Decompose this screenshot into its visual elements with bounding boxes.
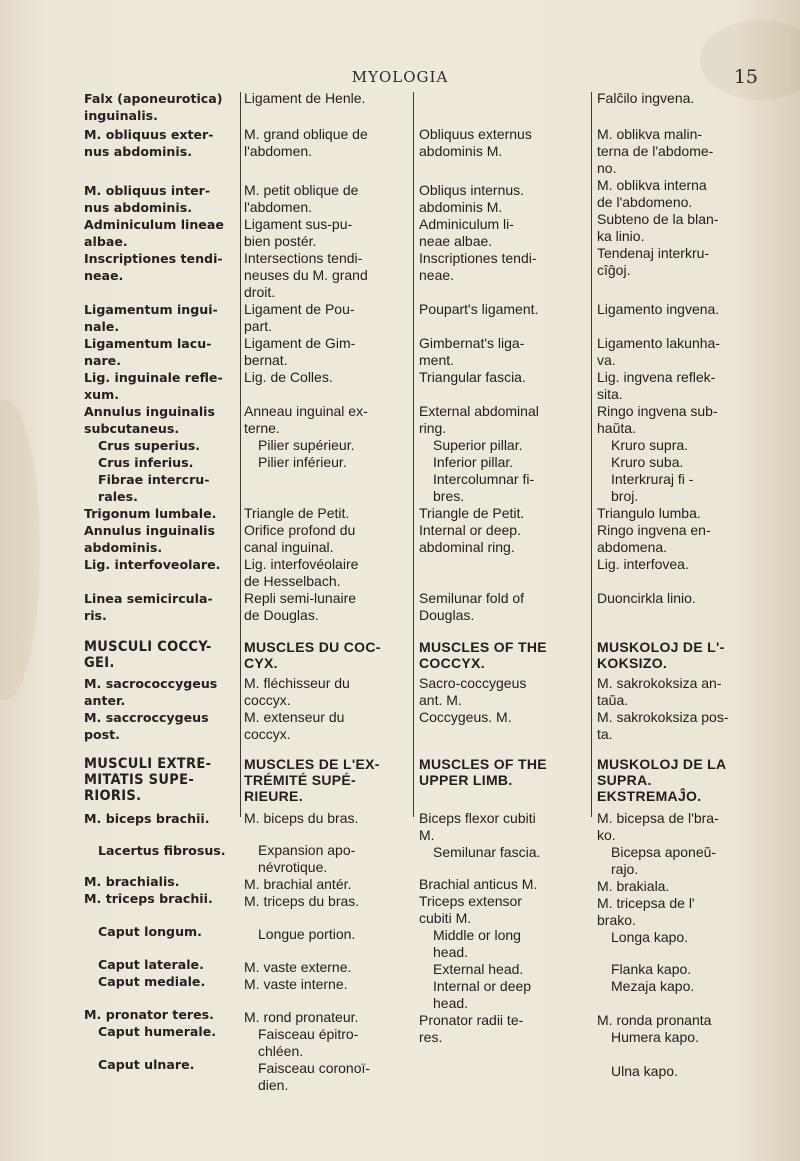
esperanto-term: Ringo ingvena sub- haŭta. [597,403,718,436]
english-term: Brachial anticus M. [419,876,538,892]
french-term: M. grand oblique de l'abdomen. [244,126,368,159]
running-title: MYOLOGIA [351,68,449,86]
column-divider [591,92,592,817]
french-term: Pilier inférieur. [258,454,347,470]
english-term: Biceps flexor cubiti M. [419,810,536,843]
esperanto-term: M. ronda pronanta [597,1012,712,1028]
english-term: Semilunar fold of Douglas. [419,590,525,623]
latin-term: Lig. interfoveolare. [84,557,221,572]
english-term: Inscriptiones tendi- neae. [419,250,537,283]
english-term: Triangle de Petit. [419,505,525,521]
latin-term: M. obliquus exter- nus abdominis. [84,127,214,159]
french-term: Orifice profond du canal inguinal. [244,522,356,555]
french-term: M. brachial antér. [244,876,352,892]
esperanto-term: Subteno de la blan- ka linio. [597,211,719,244]
page-number: 15 [733,66,758,88]
esperanto-term: Duoncirkla linio. [597,590,696,606]
esperanto-term: M. oblikva interna de l'abdomeno. [597,177,707,210]
paper-stain [0,400,40,700]
esperanto-term: M. tricepsa de l' brako. [597,895,695,928]
esperanto-term: M. sakrokoksiza pos- ta. [597,709,729,742]
french-term: Ligament sus-pu- bien postér. [244,216,353,249]
english-term: Pronator radii te- res. [419,1012,524,1045]
latin-term: Adminiculum lineae albae. [84,217,224,249]
esperanto-term: Ligamento ingvena. [597,301,720,317]
french-term: Anneau inguinal ex- terne. [244,403,368,436]
english-term: External abdominal ring. [419,403,539,436]
french-term: Pilier supérieur. [258,437,355,453]
french-term: M. fléchisseur du coccyx. [244,675,350,708]
latin-term: Crus superius. [98,438,201,453]
latin-term: Crus inferius. [98,455,194,470]
french-term: M. biceps du bras. [244,810,359,826]
french-term: Lig. de Colles. [244,369,333,385]
latin-term: M. saccroccygeus post. [84,710,209,742]
french-term: Repli semi-lunaire de Douglas. [244,590,357,623]
french-term: M. triceps du bras. [244,893,360,909]
section-heading: MUSCULI EXTRE- MITATIS SUPE- RIORIS. [84,756,212,804]
column-divider [413,92,414,817]
latin-term: Lacertus fibrosus. [98,843,226,858]
latin-term: Annulus inguinalis subcutaneus. [84,404,215,436]
english-term: Gimbernat's liga- ment. [419,335,525,368]
english-term: Triangular fascia. [419,369,526,385]
english-term: Superior pillar. [433,437,523,453]
esperanto-term: Falĉilo ingvena. [597,90,695,106]
english-term: Intercolumnar fi- bres. [433,471,535,504]
latin-term: M. obliquus inter- nus abdominis. [84,183,211,215]
english-term: External head. [433,961,524,977]
english-term: Coccygeus. M. [419,709,512,725]
french-term: Triangle de Petit. [244,505,350,521]
section-heading: MUSCLES DU COC- CYX. [244,639,381,671]
esperanto-term: Bicepsa aponeŭ- rajo. [611,844,717,877]
esperanto-term: Tendenaj interkru- cîĝoj. [597,245,710,278]
latin-term: M. sacrococcygeus anter. [84,676,218,708]
esperanto-term: Triangulo lumba. [597,505,701,521]
english-term: Internal or deep head. [433,978,532,1011]
english-term: Adminiculum li- neae albae. [419,216,514,249]
esperanto-term: Flanka kapo. [611,961,692,977]
english-term: Obliquus externus abdominis M. [419,126,532,159]
french-term: M. extenseur du coccyx. [244,709,345,742]
esperanto-term: Ligamento lakunha- va. [597,335,720,368]
esperanto-term: M. bicepsa de l'bra- ko. [597,810,719,843]
esperanto-term: M. brakiala. [597,878,670,894]
french-term: M. vaste interne. [244,976,348,992]
french-term: Ligament de Henle. [244,90,366,106]
esperanto-term: Humera kapo. [611,1029,699,1045]
esperanto-term: Mezaja kapo. [611,978,695,994]
english-term: Triceps extensor cubiti M. [419,893,522,926]
latin-term: Trigonum lumbale. [84,506,217,521]
section-heading: MUSCLES OF THE COCCYX. [419,639,547,671]
english-term: Middle or long head. [433,927,521,960]
french-term: M. rond pronateur. [244,1009,359,1025]
latin-term: M. biceps brachii. [84,811,210,826]
latin-term: Lig. inguinale refle- xum. [84,370,223,402]
french-term: Expansion apo- névrotique. [258,842,356,875]
french-term: Ligament de Gim- bernat. [244,335,356,368]
latin-term: Caput ulnare. [98,1057,195,1072]
section-heading: MUSCULI COCCY- GEI. [84,639,212,671]
section-heading: MUSKOLOJ DE LA SUPRA. EKSTREMAĴO. [597,756,727,804]
esperanto-term: Ulna kapo. [611,1063,678,1079]
latin-term: Linea semicircula- ris. [84,591,213,623]
french-term: Faisceau coronoï- dien. [258,1060,371,1093]
esperanto-term: Lig. interfovea. [597,556,689,572]
latin-term: Caput humerale. [98,1024,217,1039]
esperanto-term: Kruro supra. [611,437,689,453]
french-term: Longue portion. [258,926,356,942]
esperanto-term: Interkruraj fi - broj. [611,471,694,504]
english-term: Inferior pillar. [433,454,514,470]
english-term: Internal or deep. abdominal ring. [419,522,521,555]
esperanto-term: Longa kapo. [611,929,689,945]
esperanto-term: Kruro suba. [611,454,684,470]
latin-term: Caput mediale. [98,974,206,989]
latin-term: Falx (aponeurotica) inguinalis. [84,91,223,123]
latin-term: Ligamentum ingui- nale. [84,302,218,334]
section-heading: MUSCLES DE L'EX- TRÉMITÉ SUPÉ- RIEURE. [244,756,380,804]
latin-term: Ligamentum lacu- nare. [84,336,212,368]
esperanto-term: M. oblikva malin- terna de l'abdome- no. [597,126,714,176]
latin-term: M. brachialis. [84,874,180,889]
french-term: Ligament de Pou- part. [244,301,355,334]
latin-term: Fibrae intercru- rales. [98,472,210,504]
french-term: Intersections tendi- neuses du M. grand droit. [244,250,368,300]
english-term: Obliqus internus. abdominis M. [419,182,525,215]
latin-term: Inscriptiones tendi- neae. [84,251,223,283]
latin-term: Caput longum. [98,924,202,939]
english-term: Sacro-coccygeus ant. M. [419,675,527,708]
french-term: Faisceau épitro- chléen. [258,1026,359,1059]
english-term: Poupart's ligament. [419,301,539,317]
latin-term: Annulus inguinalis abdominis. [84,523,215,555]
esperanto-term: Lig. ingvena reflek- sita. [597,369,716,402]
latin-term: Caput laterale. [98,957,204,972]
section-heading: MUSCLES OF THE UPPER LIMB. [419,756,547,788]
french-term: M. vaste externe. [244,959,352,975]
esperanto-term: M. sakrokoksiza an- taŭa. [597,675,722,708]
french-term: M. petit oblique de l'abdomen. [244,182,359,215]
page-header [0,68,800,90]
esperanto-term: Ringo ingvena en- abdomena. [597,522,711,555]
column-divider [240,92,241,817]
section-heading: MUSKOLOJ DE L'- KOKSIZO. [597,639,725,671]
latin-term: M. pronator teres. [84,1007,214,1022]
french-term: Lig. interfovéolaire de Hesselbach. [244,556,359,589]
latin-term: M. triceps brachii. [84,891,213,906]
english-term: Semilunar fascia. [433,844,541,860]
